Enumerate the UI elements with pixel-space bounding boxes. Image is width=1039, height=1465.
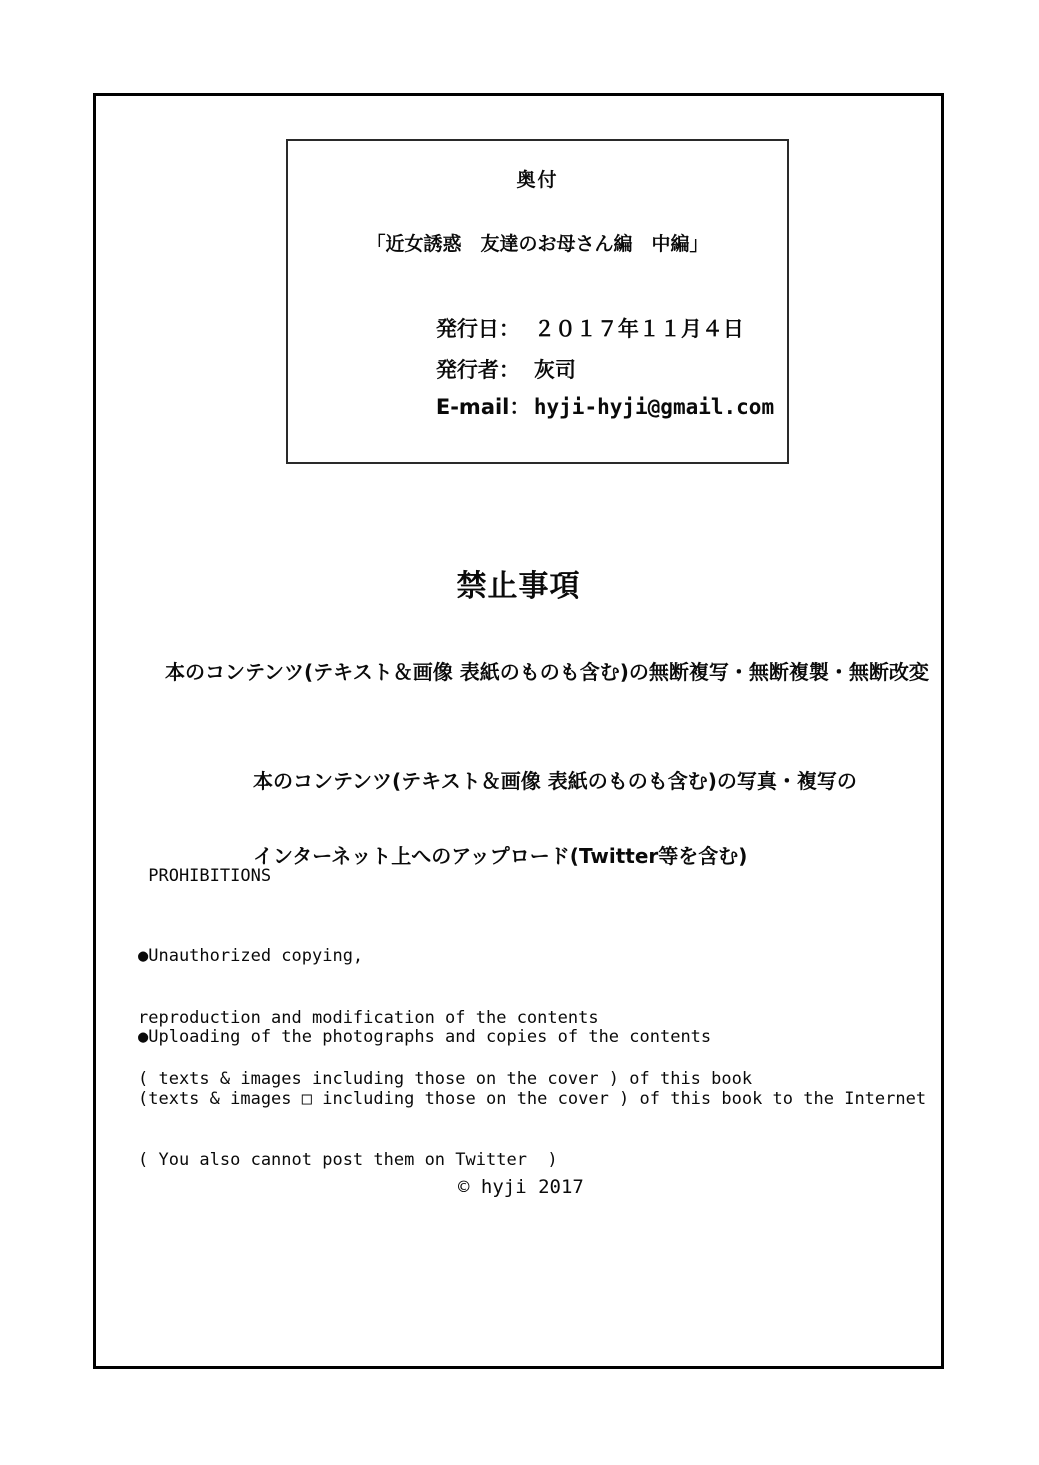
prohibitions-heading-en: PROHIBITIONS bbox=[138, 866, 272, 886]
field-email bbox=[392, 367, 774, 445]
email-label: E-mail： bbox=[435, 395, 531, 419]
colophon-box bbox=[286, 139, 789, 464]
prohibition-item2-ja bbox=[253, 719, 857, 919]
publish-date-value: ２０１７年１１月４日 bbox=[533, 317, 744, 341]
email-value: hyji-hyji@gmail.com bbox=[533, 395, 775, 419]
colophon-title: 奥付 bbox=[516, 169, 559, 191]
publisher-label: 発行者： bbox=[435, 358, 520, 382]
prohibition-item2-en-line1: ●Uploading of the photographs and copies of the contents bbox=[138, 1027, 712, 1047]
prohibition-item2-en-line2: (texts & images □ including those on the cover ) of this book to the Internet bbox=[138, 1088, 927, 1109]
prohibition-item1-en-line1: ●Unauthorized copying, bbox=[138, 946, 364, 966]
prohibition-item1-ja: 本のコンテンツ(テキスト＆画像 表紙のものも含む)の無断複写・無断複製・無断改変 bbox=[165, 660, 929, 684]
prohibition-item2-en-line3: ( You also cannot post them on Twitter ) bbox=[138, 1150, 558, 1170]
book-title: 「近女誘惑 友達のお母さん編 中編」 bbox=[366, 233, 709, 255]
prohibition-item1-en-line3: ( texts & images including those on the cover ) of this book bbox=[138, 1069, 753, 1089]
publisher-value: 灰司 bbox=[533, 358, 576, 382]
prohibition-item2-ja-line1: 本のコンテンツ(テキスト＆画像 表紙のものも含む)の写真・複写の bbox=[253, 769, 857, 793]
publish-date-label: 発行日： bbox=[435, 317, 520, 341]
copyright-line: © hyji 2017 bbox=[458, 1176, 584, 1198]
prohibition-item1-en-line2: reproduction and modification of the contents bbox=[138, 1007, 599, 1028]
prohibition-item2-ja-line2: インターネット上へのアップロード(Twitter等を含む) bbox=[253, 844, 748, 868]
prohibitions-heading-ja: 禁止事項 bbox=[456, 569, 581, 604]
